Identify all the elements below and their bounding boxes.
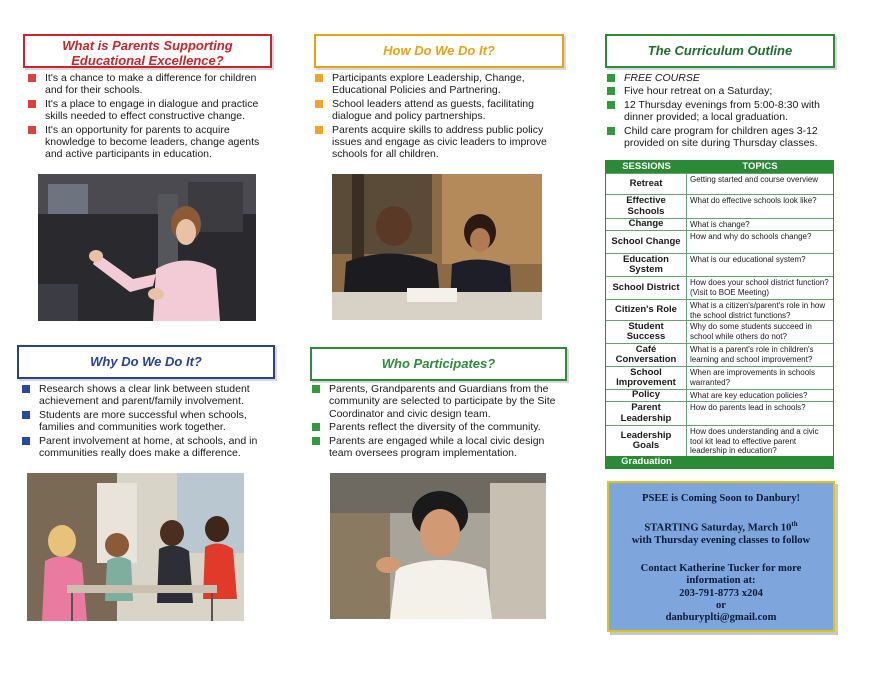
- table-row: Change What is change?: [606, 218, 833, 230]
- list-item: Parents acquire skills to address public policy issues and engage as civic leaders to improve schools for all children.: [313, 124, 571, 161]
- promo-phone: 203-791-8773 x204: [679, 587, 763, 599]
- column-header-topics: TOPICS: [742, 161, 778, 172]
- photo-man-speaking: [330, 473, 546, 619]
- list-why: [20, 383, 278, 460]
- bullet-icon: [607, 127, 615, 135]
- list-item: Parents are engaged while a local civic design team oversees program implementation.: [310, 435, 570, 460]
- list-item: FREE COURSE: [605, 72, 845, 84]
- bullet-icon: [28, 126, 36, 134]
- list-item: Parents reflect the diversity of the community.: [310, 421, 570, 433]
- promo-email: danburyplti@gmail.com: [665, 612, 777, 624]
- bullet-icon: [607, 74, 615, 82]
- list-item: Participants explore Leadership, Change, Educational Policies and Partnering.: [313, 72, 571, 97]
- list-what-is: [26, 72, 276, 162]
- column-header-sessions: SESSIONS: [622, 161, 671, 172]
- list-item: School leaders attend as guests, facilitating dialogue and policy partnerships.: [313, 98, 571, 123]
- list-item: Child care program for children ages 3-12 provided on site during Thursday classes.: [605, 125, 845, 150]
- table-row: Parent Leadership How do parents lead in schools?: [606, 401, 833, 425]
- promo-schedule: with Thursday evening classes to follow: [631, 535, 811, 547]
- sessions-table: [605, 160, 834, 469]
- bullet-icon: [22, 385, 30, 393]
- graduation-row: Graduation: [606, 456, 833, 468]
- list-item: It's a place to engage in dialogue and practice skills needed to effect constructive change.: [26, 98, 276, 123]
- list-item: It's an opportunity for parents to acquire knowledge to become leaders, change agents and active participants in education.: [26, 124, 276, 161]
- bullet-icon: [315, 74, 323, 82]
- table-row: Student Success Why do some students succeed in school while others do not?: [606, 320, 833, 343]
- bullet-icon: [607, 101, 615, 109]
- bullet-icon: [607, 87, 615, 95]
- photo-children-classroom: [27, 473, 244, 621]
- table-row: Retreat Getting started and course overview: [606, 173, 833, 194]
- table-row: School Change How and why do schools change?: [606, 230, 833, 253]
- header-curriculum-outline: The Curriculum Outline: [605, 34, 835, 68]
- table-row: Effective Schools What do effective schools look like?: [606, 194, 833, 218]
- list-item: Five hour retreat on a Saturday;: [605, 85, 845, 97]
- bullet-icon: [22, 411, 30, 419]
- table-row: School Improvement When are improvements in schools warranted?: [606, 366, 833, 389]
- bullet-icon: [22, 437, 30, 445]
- bullet-icon: [28, 100, 36, 108]
- bullet-icon: [315, 100, 323, 108]
- table-row: Education System What is our educational system?: [606, 253, 833, 276]
- sessions-table-header: [606, 161, 833, 173]
- bullet-icon: [312, 385, 320, 393]
- promo-start-date: STARTING Saturday, March 10th: [644, 520, 798, 534]
- list-item: Parent involvement at home, at schools, and in communities really does make a difference.: [20, 435, 278, 460]
- list-item: Research shows a clear link between student achievement and parent/family involvement.: [20, 383, 278, 408]
- photo-teacher-gesturing: [38, 174, 256, 321]
- photo-adults-at-table: [332, 174, 542, 320]
- list-who: [310, 383, 570, 460]
- list-item: 12 Thursday evenings from 5:00-8:30 with dinner provided; a local graduation.: [605, 99, 845, 124]
- table-row: School District How does your school district function? (Visit to BOE Meeting): [606, 276, 833, 299]
- header-who-participates: Who Participates?: [310, 347, 567, 381]
- header-why-do-we: Why Do We Do It?: [17, 345, 275, 379]
- table-row: Policy What are key education policies?: [606, 389, 833, 401]
- bullet-icon: [312, 423, 320, 431]
- bullet-icon: [28, 74, 36, 82]
- list-curriculum: [605, 72, 845, 150]
- list-item: Parents, Grandparents and Guardians from the community are selected to participate by the Site Coordinator and civic design team.: [310, 383, 570, 420]
- table-row: Leadership Goals How does understanding and a civic tool kit lead to effective parent leadership in education?: [606, 425, 833, 456]
- header-how-do-we: How Do We Do It?: [314, 34, 564, 68]
- promo-or: or: [716, 599, 726, 611]
- bullet-icon: [312, 437, 320, 445]
- header-what-is-psee: What is Parents Supporting Educational Excellence?: [23, 34, 272, 68]
- promo-headline: PSEE is Coming Soon to Danbury!: [641, 493, 801, 504]
- table-row: Citizen's Role What is a citizen's/parent's role in how the school district functions?: [606, 299, 833, 320]
- table-row: Café Conversation What is a parent's role in children's learning and school improvement?: [606, 343, 833, 366]
- promo-contact: Contact Katherine Tucker for more information at:: [640, 562, 802, 587]
- list-how: [313, 72, 571, 162]
- list-item: Students are more successful when schools, families and communities work together.: [20, 409, 278, 434]
- promo-box: [607, 481, 835, 632]
- list-item: It's a chance to make a difference for children and for their schools.: [26, 72, 276, 97]
- bullet-icon: [315, 126, 323, 134]
